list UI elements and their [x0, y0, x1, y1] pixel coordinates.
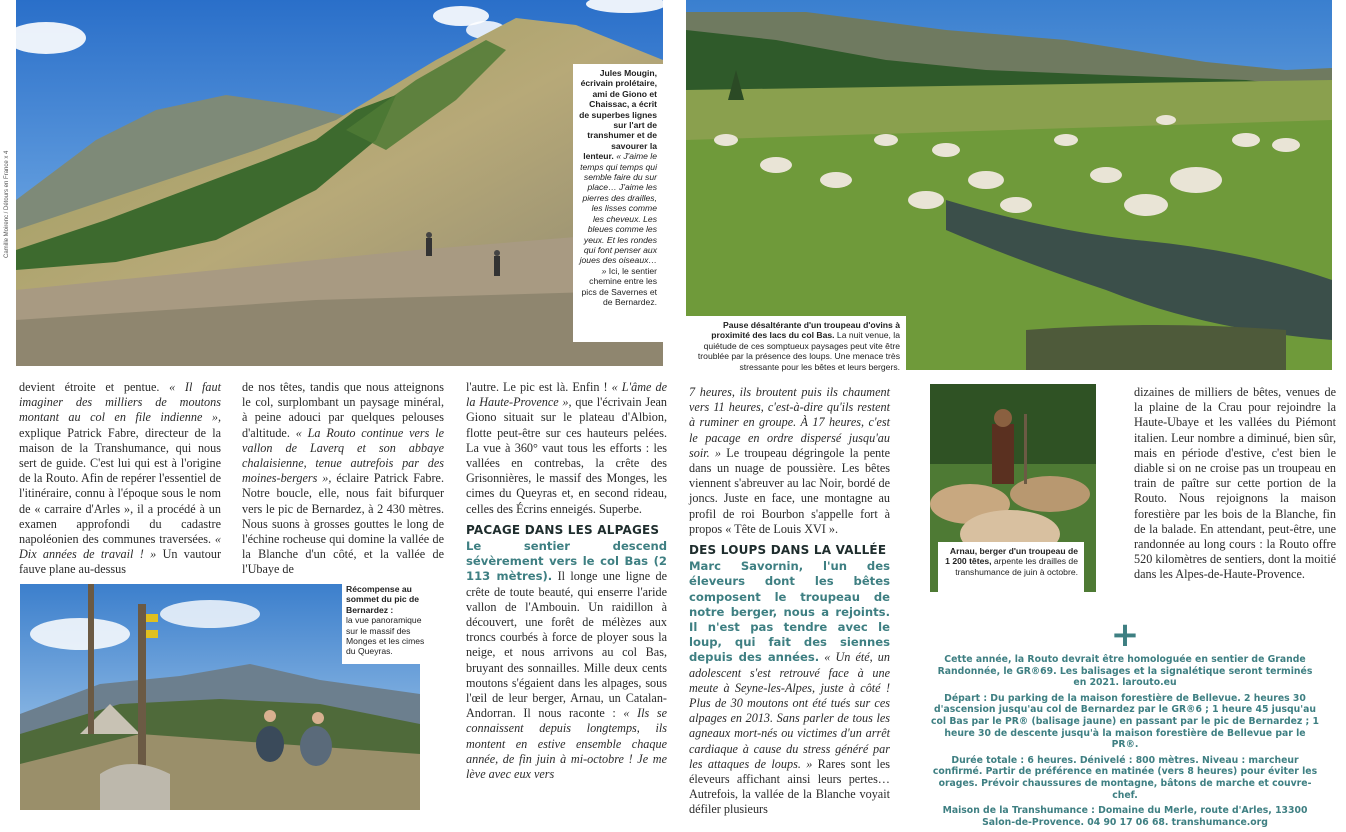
- caption-top-right-bold: Pause désaltérante d'un troupeau d'ovins à proximité des lacs du col Bas.: [711, 320, 900, 341]
- caption-shepherd-rest: arpente les drailles de transhumance de juin à octobre.: [955, 556, 1078, 577]
- photo-sheep-lake: [686, 0, 1332, 370]
- caption-shepherd: [938, 542, 1084, 592]
- sheep-lake-image: [686, 0, 1332, 370]
- column-5-paragraph: dizaines de milliers de bêtes, venues de la plaine de la Crau pour rejoindre la Haute-Ubaye et les vallées du Piémont italien. Leur nombre a diminué, bien sûr, mais en période d'estive, c'est bien le diable si on ne croise pas un troupeau en train de paître sur cette portion de la Routo. Nous rejoignons la maison forestière par les bois de la Blanche, fin de la balade. En attendant, peut-être, une randonnée au long cours : la Routo offre 520 kilomètres de sentiers, dont la moitié dans les Alpes-de-Haute-Provence.: [1134, 385, 1336, 582]
- practical-info-box: [930, 615, 1320, 832]
- text-column-4: [689, 385, 890, 818]
- info-paragraph-2: Départ : Du parking de la maison forestière de Bellevue. 2 heures 30 d'ascension jusqu'au col de Bernardez par le GR®6 ; 1 heure 45 jusqu'au col Bas par le PR® (balisage jaune) en passant par le pic de Bernardez ; 1 heure 30 de descente jusqu'à la maison forestière de Bellevue par le PR®.: [931, 692, 1319, 751]
- column-4-paragraph-1: 7 heures, ils broutent puis ils chaument vers 11 heures, c'est-à-dire qu'ils restent à ruminer en groupe. À 17 heures, c'est le pacage en ordre dispersé jusqu'au soir. » Le troupeau dégringole la pente dans un nuage de poussière. Les bêtes viennent s'abreuver au lac Noir, bordé de joncs. Juste en face, une montagne au profil de roi Bourbon s'appelle fort à propos « Tête de Louis XVI ».: [689, 385, 890, 536]
- text-column-3: [466, 380, 667, 782]
- column-3-paragraph-2: Le sentier descend sévèrement vers le col Bas (2 113 mètres). Il longe une ligne de crête de toute beauté, qui enserre l'aride vallon de l'Ambouin. Un raidillon à découvert, une forêt de mélèzes aux troncs courbés à force de ployer sous la neige, et nous arrivons au col Bas, bruyant des sonnailles. Mille deux cents moutons s'égaient dans les alpages, sous l'œil de leur berger, Arnau, un Catalan-Andorran. Il nous raconte : « Ils se connaissent depuis longtemps, ils montent en estive ensemble chaque année, de fin juin à mi-octobre ! Je me lève avec eux vers: [466, 539, 668, 782]
- lead-pacage: Le sentier descend sévèrement vers le col Bas (2 113 mètres).: [466, 539, 667, 584]
- column-4-paragraph-2: Marc Savornin, l'un des éleveurs dont les bêtes composent le troupeau de notre berger, nous a rejoints. Il n'est pas tendre avec le loup, qui fait des siennes depuis des années. « Un été, un adolescent s'est retrouvé face à une meute à Seyne-les-Alpes, juste à côté ! Plus de 30 moutons ont été tués sur ces alpages en 2013. Sans parler de tous les agneaux mort-nés ou victimes d'un arrêt cardiaque à cause du stress généré par les attaques de loups. » Rares sont les éleveurs affichant ainsi leurs pertes… Autrefois, la vallée de la Blanche voyait défiler plusieurs: [689, 559, 890, 817]
- text-column-5: [1134, 385, 1336, 583]
- photo-credit: Camille Moirenc / Détours en France x 4: [4, 150, 10, 258]
- mountain-ridge-image: [16, 0, 663, 366]
- caption-top-left-quote: « J'aime le temps qui temps qui semble faire du sur place… J'aime les pierres des drailles, les lisses comme les cheveux. Les bleues comme les yeux. Et les rondes qui font penser aux joues des oiseaux… »: [579, 151, 657, 276]
- caption-shepherd-bold: Arnau, berger d'un troupeau de 1 200 têtes,: [945, 546, 1078, 567]
- caption-bottom-left-rest: la vue panoramique sur le massif des Monges et les cimes du Queyras.: [346, 615, 425, 657]
- caption-bottom-left-bold: Récompense au sommet du pic de Bernardez :: [346, 584, 420, 615]
- photo-shepherd: [930, 384, 1096, 592]
- column-2-paragraph: de nos têtes, tandis que nous atteignons le col, surplombant un paysage minéral, à peine adouci par quelques pelouses d'altitude. « La Routo continue vers le vallon de Laverq et son abbaye chalaisienne, tenue autrefois par des moines-bergers », éclaire Patrick Fabre. Notre boucle, elle, nous fait bifurquer vers le pic de Bernardez, à 2 430 mètres. Nous suons à grosses gouttes le long de l'échine rocheuse qui domine la vallée de la Blanche d'un côté, et la vallée de l'Ubaye de: [242, 380, 444, 577]
- heading-pacage: PACAGE DANS LES ALPAGES: [466, 522, 660, 537]
- info-paragraph-3: Durée totale : 6 heures. Dénivelé : 800 mètres. Niveau : marcheur confirmé. Partir de préférence en matinée (vers 8 heures) pour éviter les orages. Prévoir chaussures de montagne, bâtons de marche et couvre-chef.: [932, 754, 1318, 801]
- column-1-paragraph: devient étroite et pentue. « Il faut imaginer des milliers de moutons montant au col en file indienne », explique Patrick Fabre, directeur de la maison de la Transhumance, qui nous sert de guide. C'est lui qui est à l'origine de la Routo. Afin de repérer l'essentiel de l'itinéraire, connu à l'époque sous le nom de « carraire d'Arles », il a procédé à un examen approfondi du cadastre napoléonien des communes traversées. « Dix années de travail ! » Un vautour fauve plane au-dessus: [19, 380, 222, 577]
- photo-mountain-ridge: [16, 0, 663, 366]
- caption-bottom-left: [342, 584, 438, 664]
- plus-icon: +: [1110, 615, 1140, 655]
- text-column-2: [242, 380, 444, 578]
- info-paragraph-4: Maison de la Transhumance : Domaine du Merle, route d'Arles, 13300 Salon-de-Provence. 04 90 17 06 68. transhumance.org: [942, 805, 1308, 828]
- text-column-1: [19, 380, 221, 578]
- caption-top-left: [573, 64, 663, 342]
- photo-summit-view: [20, 584, 425, 810]
- caption-top-left-bold: Jules Mougin, écrivain prolétaire, ami de Giono et Chaissac, a écrit de superbes lignes sur l'art de transhumer et de savourer la lenteur.: [579, 68, 657, 162]
- caption-top-right: [686, 316, 906, 370]
- lead-loups: Marc Savornin, l'un des éleveurs dont les bêtes composent le troupeau de notre berger, nous a rejoints. Il n'est pas tendre avec le loup, qui fait des siennes depuis des années.: [689, 559, 890, 665]
- info-paragraph-1: Cette année, la Routo devrait être homologuée en sentier de Grande Randonnée, le GR®69. Les balisages et la signalétique seront terminés en 2021. larouto.eu: [937, 654, 1313, 689]
- column-3-paragraph-1: l'autre. Le pic est là. Enfin ! « L'âme de la Haute-Provence », que l'écrivain Jean Giono situait sur le plateau d'Albion, flotte peut-être sur ces hauteurs pelées. La vue à 360° vaut tous les efforts : les vallées en contrebas, la crête des Grisonnières, le massif des Monges, les cimes du Queyras et, en second rideau, celles des Écrins enneigés. Superbe.: [466, 380, 668, 516]
- caption-top-left-rest: Ici, le sentier chemine entre les pics de Savernes et de Bernardez.: [581, 265, 657, 307]
- heading-loups: DES LOUPS DANS LA VALLÉE: [689, 543, 887, 558]
- caption-top-right-rest: La nuit venue, la quiétude de ces somptueux paysages peut vite être troublée par la présence des loups. Une menace très stressante pour les bêtes et leurs bergers.: [697, 330, 900, 372]
